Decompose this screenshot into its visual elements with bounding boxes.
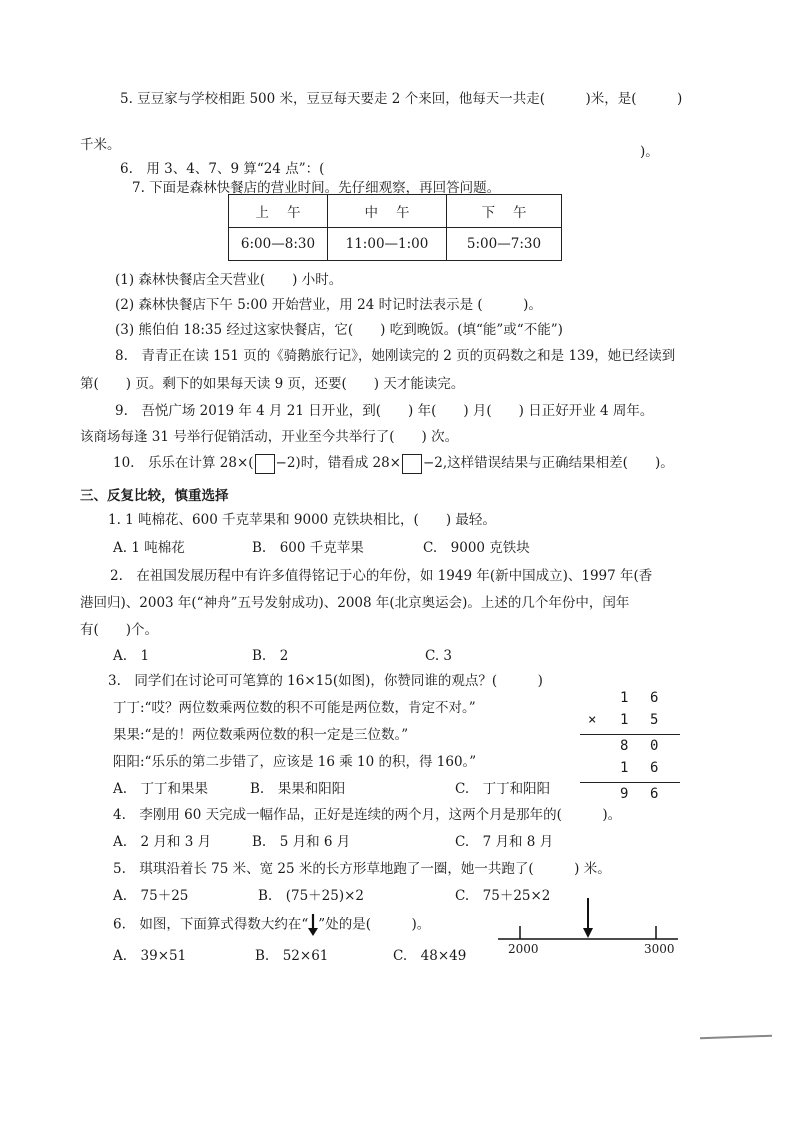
q5-line2: 千米。 (80, 137, 121, 153)
s3-q6-option-b: B. 52×61 (255, 948, 329, 964)
s3-q3-line1: 3. 同学们在讨论可可笔算的 16×15(如图)，你赞同谁的观点？( ) (108, 673, 543, 689)
q10-part-a: 10. 乐乐在计算 28×( (113, 455, 254, 471)
number-line (498, 894, 688, 968)
q10-blank-box-2 (402, 454, 422, 474)
calc-r2-d1: 1 (620, 712, 629, 728)
s3-q3-dingding: 丁丁:“哎？两位数乘两位数的积不可能是两位数，肯定不对。” (113, 700, 476, 716)
s3-q1: 1. 1 吨棉花、600 千克苹果和 9000 克铁块相比，( ) 最轻。 (108, 512, 496, 528)
s3-q2-option-b: B. 2 (252, 648, 289, 664)
s3-q4-option-a: A. 2 月和 3 月 (113, 834, 212, 850)
business-hours-table (228, 194, 562, 261)
q10-part-b: −2)时，错看成 28× (275, 455, 401, 471)
number-line-label-2000: 2000 (508, 942, 539, 956)
s3-q3-option-b: B. 果果和阳阳 (250, 781, 346, 797)
s3-q1-option-a: A. 1 吨棉花 (113, 540, 185, 556)
down-arrow-icon (308, 914, 318, 936)
s3-q5-option-b: B. (75＋25)×2 (258, 888, 365, 904)
calc-r1-d2: 6 (650, 690, 659, 706)
q7-sub3: (3) 熊伯伯 18:35 经过这家快餐店，它( ) 吃到晚饭。(填“能”或“不能”) (115, 322, 563, 338)
q9-line1: 9. 吾悦广场 2019 年 4 月 21 日开业，到( ) 年( ) 月( ) 日正好开业 4 周年。 (115, 403, 654, 419)
s3-q2-line2: 港回归)、2003 年(“神舟”五号发射成功)、2008 年(北京奥运会)。上述的几个年份中，闰年 (80, 595, 630, 611)
s3-q2-option-a: A. 1 (113, 648, 150, 664)
q6-line1: 6. 用 3、4、7、9 算“24 点”：( (120, 161, 325, 177)
calc-r1-d1: 1 (620, 690, 629, 706)
calc-r4-d1: 1 (620, 760, 629, 776)
table-cell-morning-time: 6:00—8:30 (229, 228, 328, 261)
calc-rule-1 (580, 734, 680, 735)
s3-q6-part-a: 6. 如图，下面算式得数大约在“ (113, 916, 309, 933)
s3-q6-line (113, 914, 430, 936)
q9-line2: 该商场每逢 31 号举行促销活动，开业至今共举行了( ) 次。 (80, 429, 459, 445)
q5-line1: 5. 豆豆家与学校相距 500 米，豆豆每天要走 2 个来回，他每天一共走( )米，是( ) (120, 91, 683, 107)
s3-q2-line1: 2. 在祖国发展历程中有许多值得铭记于心的年份，如 1949 年(新中国成立)、1997 年(香 (110, 568, 653, 584)
s3-q1-option-c: C. 9000 克铁块 (423, 540, 530, 556)
calc-r3-d2: 0 (650, 738, 659, 754)
table-cell-afternoon-time: 5:00—7:30 (447, 228, 562, 261)
s3-q3-guoguo: 果果:“是的！两位数乘两位数的积一定是三位数。” (113, 727, 409, 743)
s3-q3-option-c: C. 丁丁和阳阳 (455, 781, 551, 797)
s3-q2-line3: 有( )个。 (80, 622, 159, 638)
q7-intro: 7. 下面是森林快餐店的营业时间。先仔细观察，再回答问题。 (132, 180, 501, 196)
calc-r3-d1: 8 (620, 738, 629, 754)
s3-q3-yangyang: 阳阳:“乐乐的第二步错了，应该是 16 乘 10 的积，得 160。” (113, 754, 477, 770)
s3-q6-option-a: A. 39×51 (113, 948, 187, 964)
calc-rule-2 (580, 782, 680, 783)
q7-sub2: (2) 森林快餐店下午 5:00 开始营业，用 24 时记时法表示是 ( )。 (115, 297, 542, 313)
calc-r5-d2: 6 (650, 786, 659, 802)
q6-close: )。 (640, 144, 659, 160)
s3-q4: 4. 李刚用 60 天完成一幅作品，正好是连续的两个月，这两个月是那年的( )。 (113, 807, 622, 823)
calc-times-sign: × (588, 712, 597, 728)
s3-q5: 5. 琪琪沿着长 75 米、宽 25 米的长方形草地跑了一圈，她一共跑了( ) 米。 (113, 861, 611, 877)
s3-q6-option-c: C. 48×49 (393, 948, 467, 964)
table-header-noon: 中午 (328, 195, 447, 228)
table-header-afternoon: 下午 (447, 195, 562, 228)
q8-line2: 第( ) 页。剩下的如果每天读 9 页，还要( ) 天才能读完。 (80, 376, 465, 392)
table-cell-noon-time: 11:00—1:00 (328, 228, 447, 261)
number-line-label-3000: 3000 (644, 942, 675, 956)
q10-blank-box-1 (255, 454, 275, 474)
calc-r2-d2: 5 (650, 712, 659, 728)
s3-q5-option-a: A. 75＋25 (113, 888, 189, 904)
q7-sub1: (1) 森林快餐店全天营业( ) 小时。 (115, 272, 343, 288)
table-header-morning: 上午 (229, 195, 328, 228)
s3-q1-option-b: B. 600 千克苹果 (252, 540, 364, 556)
section3-title: 三、反复比较，慎重选择 (80, 488, 229, 504)
s3-q3-option-a: A. 丁丁和果果 (113, 781, 209, 797)
calc-r4-d2: 6 (650, 760, 659, 776)
vertical-multiplication (580, 690, 680, 800)
calc-r5-d1: 9 (620, 786, 629, 802)
s3-q4-option-b: B. 5 月和 6 月 (252, 834, 351, 850)
scan-edge-mark (700, 1035, 772, 1040)
s3-q4-option-c: C. 7 月和 8 月 (455, 834, 554, 850)
s3-q5-option-c: C. 75＋25×2 (455, 888, 551, 904)
q8-line1: 8. 青青正在读 151 页的《骑鹅旅行记》，她刚读完的 2 页的页码数之和是 139，她已经读到 (115, 348, 676, 364)
q10-part-c: −2,这样错误结果与正确结果相差( )。 (422, 455, 674, 471)
s3-q2-option-c: C. 3 (425, 648, 453, 664)
s3-q6-part-b: ”处的是( )。 (318, 916, 431, 933)
q10-line (113, 453, 674, 474)
